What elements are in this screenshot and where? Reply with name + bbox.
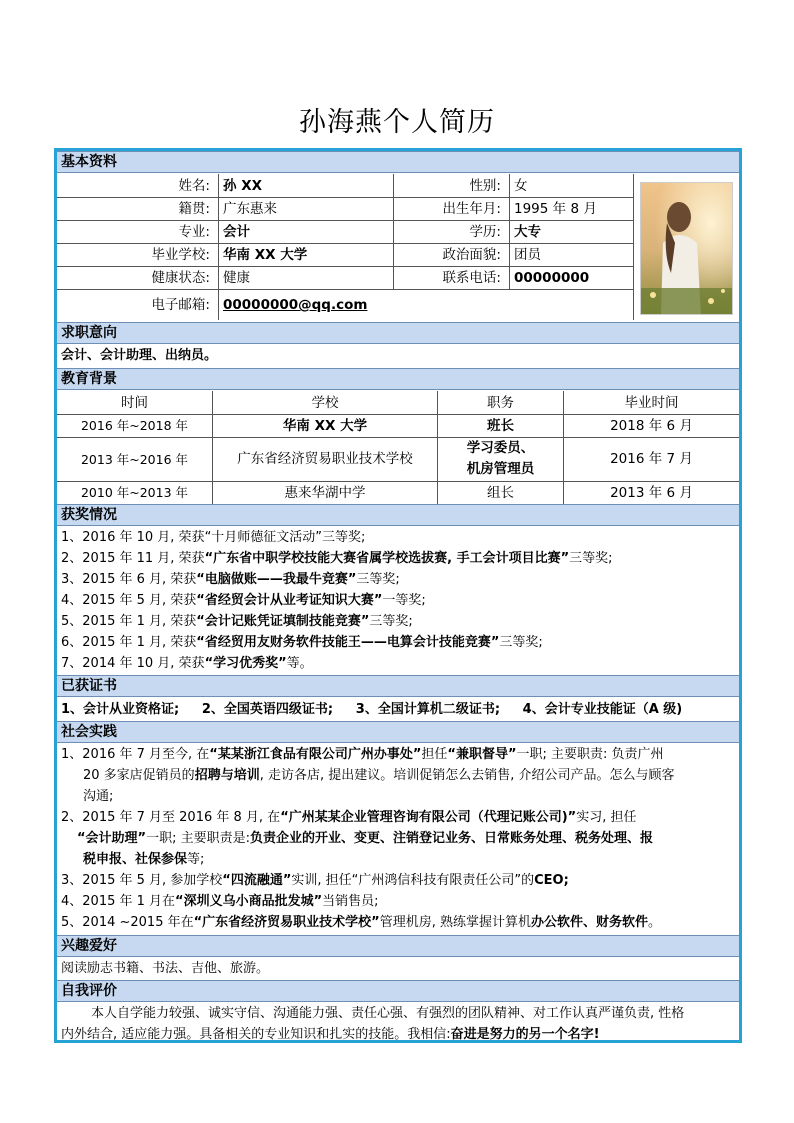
health-label: 健康状态: <box>151 270 210 286</box>
section-certs: 已获证书 <box>57 675 739 697</box>
award-item: 5、2015 年 1 月, 荣获“会计记账凭证填制技能竞赛”三等奖; <box>61 614 413 629</box>
photo-image <box>641 183 733 315</box>
award-item: 4、2015 年 5 月, 荣获“省经贸会计从业考证知识大赛”一等奖; <box>61 593 426 608</box>
edu-header-role: 职务 <box>487 395 514 411</box>
page-title: 孙海燕个人简历 <box>299 107 495 138</box>
practice-item-4: 4、2015 年 1 月在“深圳义乌小商品批发城”当销售员; <box>61 894 379 909</box>
edu-header-school: 学校 <box>311 395 339 411</box>
name-value: 孙 XX <box>223 178 263 194</box>
birth-value: 1995 年 8 月 <box>514 201 597 217</box>
edu-row3-grad: 2013 年 6 月 <box>610 485 693 501</box>
gender-value: 女 <box>514 178 528 194</box>
section-education: 教育背景 <box>57 368 739 390</box>
edu-row3-role: 组长 <box>487 485 514 501</box>
edu-row2-time: 2013 年~2016 年 <box>80 452 189 467</box>
practice-item-5: 5、2014 ~2015 年在“广东省经济贸易职业技术学校”管理机房, 熟练掌握计算机办公软件、财务软件。 <box>61 915 661 930</box>
origin-value: 广东惠来 <box>223 201 277 217</box>
practice-item-1-line2: 20 多家店促销员的招聘与培训, 走访各店, 提出建议。培训促销怎么去销售, 介绍公司产品。怎么与顾客 <box>83 768 675 783</box>
intent-text: 会计、会计助理、出纳员。 <box>61 348 218 363</box>
edu-header-grad: 毕业时间 <box>624 395 679 411</box>
edu-row3-school: 惠来华湖中学 <box>284 485 366 501</box>
edu-row1-grad: 2018 年 6 月 <box>610 418 693 434</box>
practice-item-1-line3: 沟通; <box>83 789 114 804</box>
politics-label: 政治面貌: <box>442 247 501 263</box>
degree-value: 大专 <box>514 224 541 240</box>
email-link[interactable]: 00000000@qq.com <box>223 297 368 313</box>
award-item: 7、2014 年 10 月, 荣获“学习优秀奖”等。 <box>61 656 313 671</box>
self-eval-line2: 内外结合, 适应能力强。具备相关的专业知识和扎实的技能。我相信:奋进是努力的另一个名字! <box>61 1027 600 1042</box>
edu-row1-school: 华南 XX 大学 <box>282 418 368 434</box>
cert-item: 1、会计从业资格证; <box>61 702 180 717</box>
name-label: 姓名: <box>178 178 210 194</box>
edu-row1-time: 2016 年~2018 年 <box>80 418 189 433</box>
school-value: 华南 XX 大学 <box>223 247 308 263</box>
grid-line <box>633 174 634 320</box>
cert-item: 4、会计专业技能证（A 级) <box>522 702 683 717</box>
cert-list <box>61 699 682 720</box>
degree-label: 学历: <box>469 224 501 240</box>
section-hobbies: 兴趣爱好 <box>57 935 739 957</box>
phone-value: 00000000 <box>514 270 590 286</box>
major-label: 专业: <box>178 224 210 240</box>
email-label: 电子邮箱: <box>151 297 210 313</box>
edu-row1-role: 班长 <box>487 418 514 434</box>
cert-item: 3、全国计算机二级证书; <box>355 702 501 717</box>
gender-label: 性别: <box>469 178 501 194</box>
practice-item-2-line2: “会计助理”一职; 主要职责是:负责企业的开业、变更、注销登记业务、日常账务处理、税务处理、报 <box>77 831 654 846</box>
phone-label: 联系电话: <box>442 270 501 286</box>
award-item: 2、2015 年 11 月, 荣获“广东省中职学校技能大赛省属学校选拔赛, 手工会计项目比赛”三等奖; <box>61 551 613 566</box>
award-item: 3、2015 年 6 月, 荣获“电脑做账——我最牛竞赛”三等奖; <box>61 572 400 587</box>
section-intent: 求职意向 <box>57 322 739 344</box>
birth-label: 出生年月: <box>442 201 501 217</box>
edu-row2-school: 广东省经济贸易职业技术学校 <box>237 451 413 467</box>
practice-item-2-line3: 税申报、社保参保等; <box>83 852 205 867</box>
email-value[interactable] <box>219 290 519 320</box>
section-awards: 获奖情况 <box>57 504 739 526</box>
section-self-eval: 自我评价 <box>57 980 739 1002</box>
politics-value: 团员 <box>514 247 541 263</box>
edu-row2-role-line1: 学习委员、 <box>466 440 535 456</box>
edu-row3-time: 2010 年~2013 年 <box>80 485 189 500</box>
edu-header-time: 时间 <box>121 395 148 411</box>
award-item: 1、2016 年 10 月, 荣获“十月师德征文活动”三等奖; <box>61 530 366 545</box>
hobbies-text: 阅读励志书籍、书法、吉他、旅游。 <box>61 961 270 976</box>
cert-item: 2、全国英语四级证书; <box>201 702 334 717</box>
profile-photo <box>640 182 733 315</box>
practice-item-2: 2、2015 年 7 月至 2016 年 8 月, 在“广州某某企业管理咨询有限公司（代理记账公司)”实习, 担任 <box>61 810 637 825</box>
section-basic: 基本资料 <box>57 151 739 173</box>
major-value: 会计 <box>223 224 250 240</box>
edu-row2-role-line2: 机房管理员 <box>466 461 535 477</box>
resume-frame <box>54 148 742 1043</box>
practice-item-3: 3、2015 年 5 月, 参加学校“四流融通”实训, 担任“广州鸿信科技有限责任公司”的CEO; <box>61 873 569 888</box>
practice-item-1: 1、2016 年 7 月至今, 在“某某浙江食品有限公司广州办事处”担任“兼职督导”一职; 主要职责: 负责广州 <box>61 747 664 762</box>
self-eval-line1: 本人自学能力较强、诚实守信、沟通能力强、责任心强、有强烈的团队精神、对工作认真严谨负责, 性格 <box>91 1006 685 1021</box>
origin-label: 籍贯: <box>178 201 210 217</box>
award-item: 6、2015 年 1 月, 荣获“省经贸用友财务软件技能王——电算会计技能竞赛”三等奖; <box>61 635 543 650</box>
section-practice: 社会实践 <box>57 721 739 743</box>
school-label: 毕业学校: <box>151 247 210 263</box>
health-value: 健康 <box>223 270 250 286</box>
edu-row2-grad: 2016 年 7 月 <box>610 451 693 467</box>
